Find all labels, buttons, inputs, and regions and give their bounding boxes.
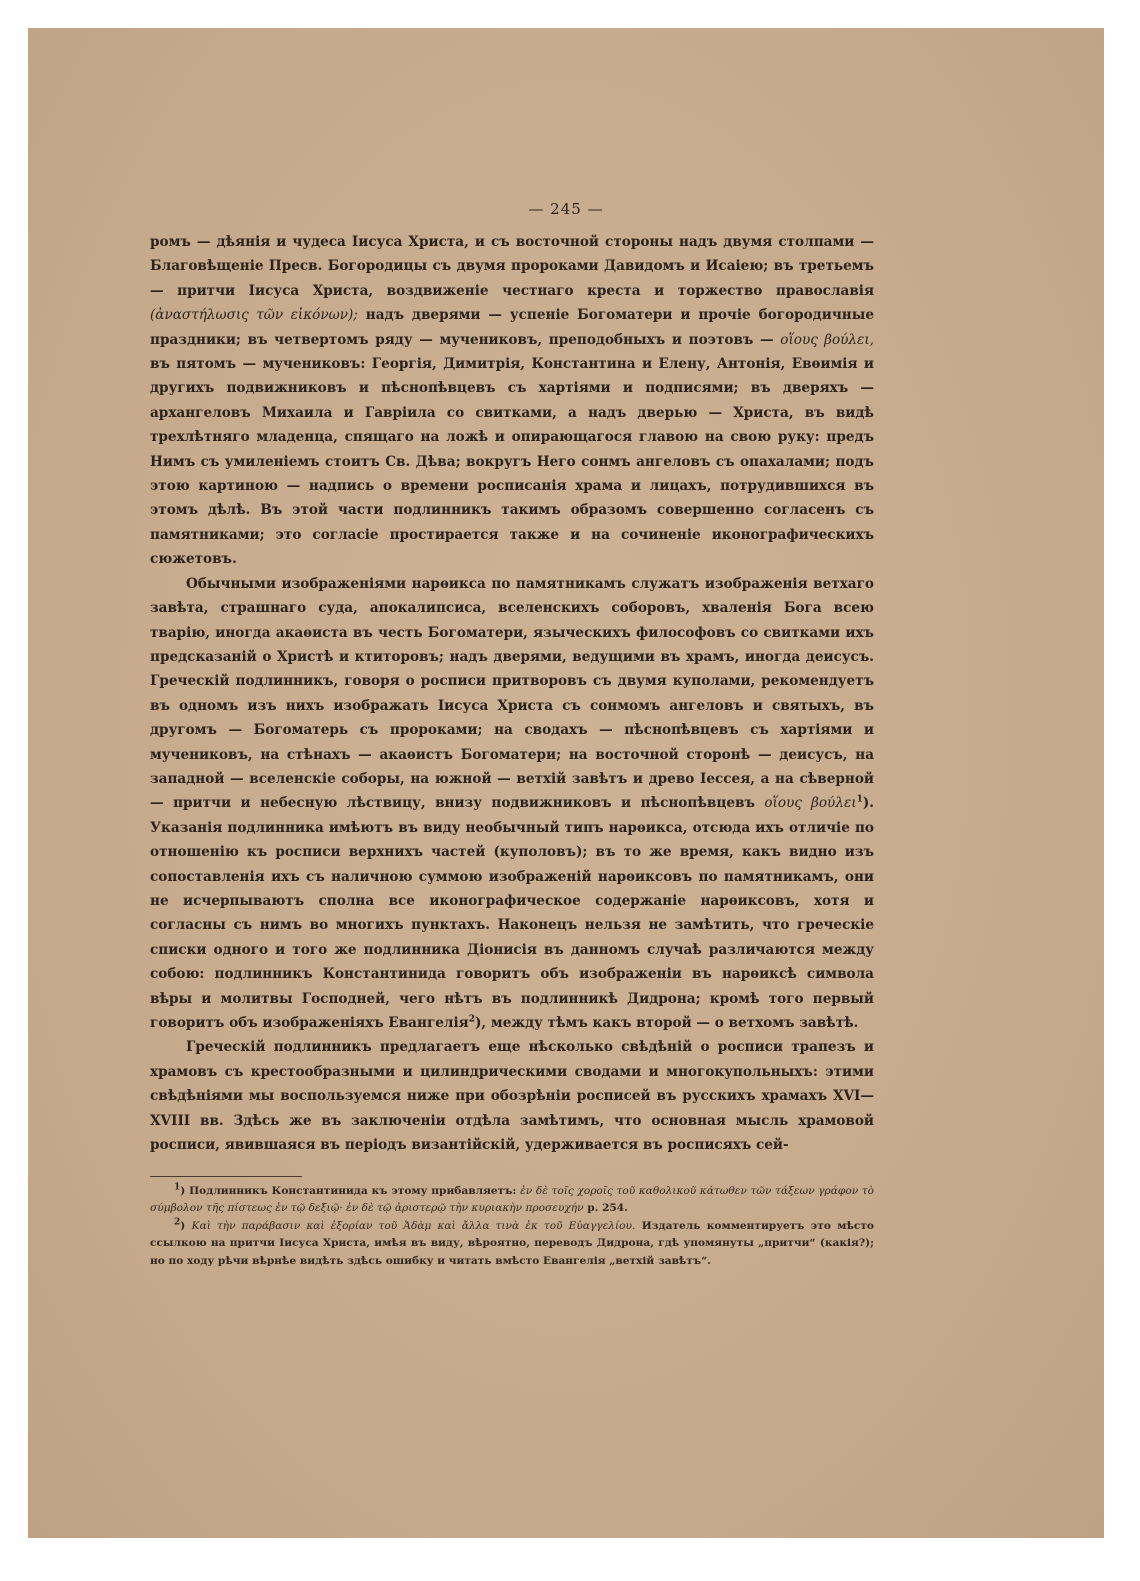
greek-text: (ἀναστήλωσις τῶν εἰκόνων); — [150, 307, 358, 324]
text-run: ), между тѣмъ какъ второй — о ветхомъ завѣтѣ. — [474, 1015, 859, 1031]
scanned-page-background — [28, 28, 1104, 1538]
footnote-marker: 1 — [856, 794, 863, 805]
greek-text: Καὶ τὴν παράβασιν καὶ ἐξορίαν τοῦ Ἀδὰμ καὶ ἄλλα τινὰ ἐκ τοῦ Εὐαγγελίου. — [191, 1219, 636, 1232]
footnote-divider — [150, 1176, 302, 1177]
text-run: ). Указанія подлинника имѣютъ въ виду необычный типъ нарѳикса, отсюда ихъ отличіе по отношенію къ росписи верхнихъ частей (куполовъ); въ то же время, какъ видно изъ сопоставленія ихъ съ наличною суммою изображеній нарѳиксовъ по памятникамъ, они не исчерпываютъ сполна все иконографическое содержаніе нарѳиксовъ, хотя и согласны съ нимъ во многихъ пунктахъ. Наконецъ нельзя не замѣтить, что греческіе списки одного и того же подлинника Діонисія въ данномъ случаѣ различаются между собою: подлинникъ Константинида говоритъ объ изображеніи въ нарѳиксѣ символа вѣры и молитвы Господней, чего нѣтъ въ подлинникѣ Дидрона; кромѣ того первый говоритъ объ изображеніяхъ Евангелія — [150, 795, 874, 1031]
text-run: p. 254. — [583, 1202, 628, 1215]
text-run: ) — [180, 1219, 192, 1232]
footnote — [150, 1218, 874, 1270]
text-run: Греческій подлинникъ предлагаетъ еще нѣсколько свѣдѣній о росписи трапезъ и храмовъ съ крестообразными и цилиндрическими сводами и многокупольныхъ: этими свѣдѣніями мы воспользуемся ниже при обозрѣніи росписей въ русскихъ храмахъ XVI—XVIII вв. Здѣсь же въ заключеніи отдѣла замѣтимъ, что основная мысль храмовой росписи, явившаяся въ періодъ византійскій, удерживается въ росписяхъ сей- — [150, 1039, 874, 1154]
footnote-marker: 2 — [174, 1217, 181, 1228]
paragraph — [150, 230, 874, 572]
greek-text: ἐν δὲ τοῖς χοροῖς τοῦ καθολικοῦ κάτωθεν τῶν τάξεων γράφον τὸ σύμβολον τῆς πίστεως ἐν τῷ δεξιῷ· ἐν δὲ τῷ ἀριστερῷ τὴν κυριακὴν προσευχήν — [150, 1185, 874, 1215]
greek-text: οἵους βούλει, — [780, 331, 874, 348]
page-number: — 245 — — [528, 200, 604, 218]
text-run: надъ дверями — успеніе Богоматери и прочіе богородичные праздники; въ четвертомъ ряду — мучениковъ, преподобныхъ и поэтовъ — — [150, 307, 875, 348]
text-run: ) Подлинникъ Константинида къ этому прибавляетъ: — [180, 1185, 521, 1197]
body-text — [150, 230, 874, 1157]
footnote — [150, 1183, 874, 1218]
text-run: въ пятомъ — мучениковъ: Георгія, Димитрія, Константина и Елену, Антонія, Евѳимія и другихъ подвижниковъ и пѣснопѣвцевъ съ хартіями и подписями; въ дверяхъ — архангеловъ Михаила и Гавріила со свитками, а надъ дверью — Христа, въ видѣ трехлѣтняго младенца, спящаго на ложѣ и опирающагося главою на свою руку: предъ Нимъ съ умиленіемъ стоитъ Св. Дѣва; вокругъ Него сонмъ ангеловъ съ опахалами; подъ этою картиною — надпись о времени росписанія храма и лицахъ, потрудившихся въ этомъ дѣлѣ. Въ этой части подлинникъ такимъ образомъ совершенно согласенъ съ памятниками; это согласіе простирается также и на сочиненіе иконографическихъ сюжетовъ. — [150, 356, 874, 568]
text-run: Обычными изображеніями нарѳикса по памятникамъ служатъ изображенія ветхаго завѣта, страшнаго суда, апокалипсиса, вселенскихъ соборовъ, хваленія Бога всею тварію, иногда акаѳиста въ честь Богоматери, языческихъ философовъ со свитками ихъ предсказаній о Христѣ и ктиторовъ; надъ дверями, ведущими въ храмъ, иногда деисусъ. Греческій подлинникъ, говоря о росписи притворовъ съ двумя куполами, рекомендуетъ въ одномъ изъ нихъ изображать Іисуса Христа съ сонмомъ ангеловъ и святыхъ, въ другомъ — Богоматерь съ пророками; на сводахъ — пѣснопѣвцевъ съ хартіями и мучениковъ, на стѣнахъ — акаѳистъ Богоматери; на восточной сторонѣ — деисусъ, на западной — вселенскіе соборы, на южной — ветхій завѣтъ и древо Іессея, а на сѣверной — притчи и небесную лѣствицу, внизу подвижниковъ и пѣснопѣвцевъ — [150, 575, 874, 812]
footnote-marker: 2 — [468, 1014, 475, 1025]
text-run: Издатель комментируетъ это мѣсто ссылкою на притчи Іисуса Христа, имѣя въ виду, вѣроятно, переводъ Дидрона, гдѣ упомянуты „притчи“ (какія?); но по ходу рѣчи вѣрнѣе видѣть здѣсь ошибку и читать вмѣсто Евангелія „ветхій завѣтъ“. — [150, 1219, 874, 1267]
footnote-marker: 1 — [174, 1182, 181, 1193]
footnotes — [150, 1183, 874, 1270]
text-run: ромъ — дѣянія и чудеса Іисуса Христа, и съ восточной стороны надъ двумя столпами — Благовѣщеніе Пресв. Богородицы съ двумя пророками Давидомъ и Исаіею; въ третьемъ — притчи Іисуса Христа, воздвиженіе честнаго креста и торжество православія — [150, 234, 874, 299]
greek-text: οἵους βούλει — [764, 795, 857, 812]
book-page — [28, 28, 1104, 1538]
paragraph — [150, 1035, 874, 1157]
paragraph — [150, 572, 874, 1036]
